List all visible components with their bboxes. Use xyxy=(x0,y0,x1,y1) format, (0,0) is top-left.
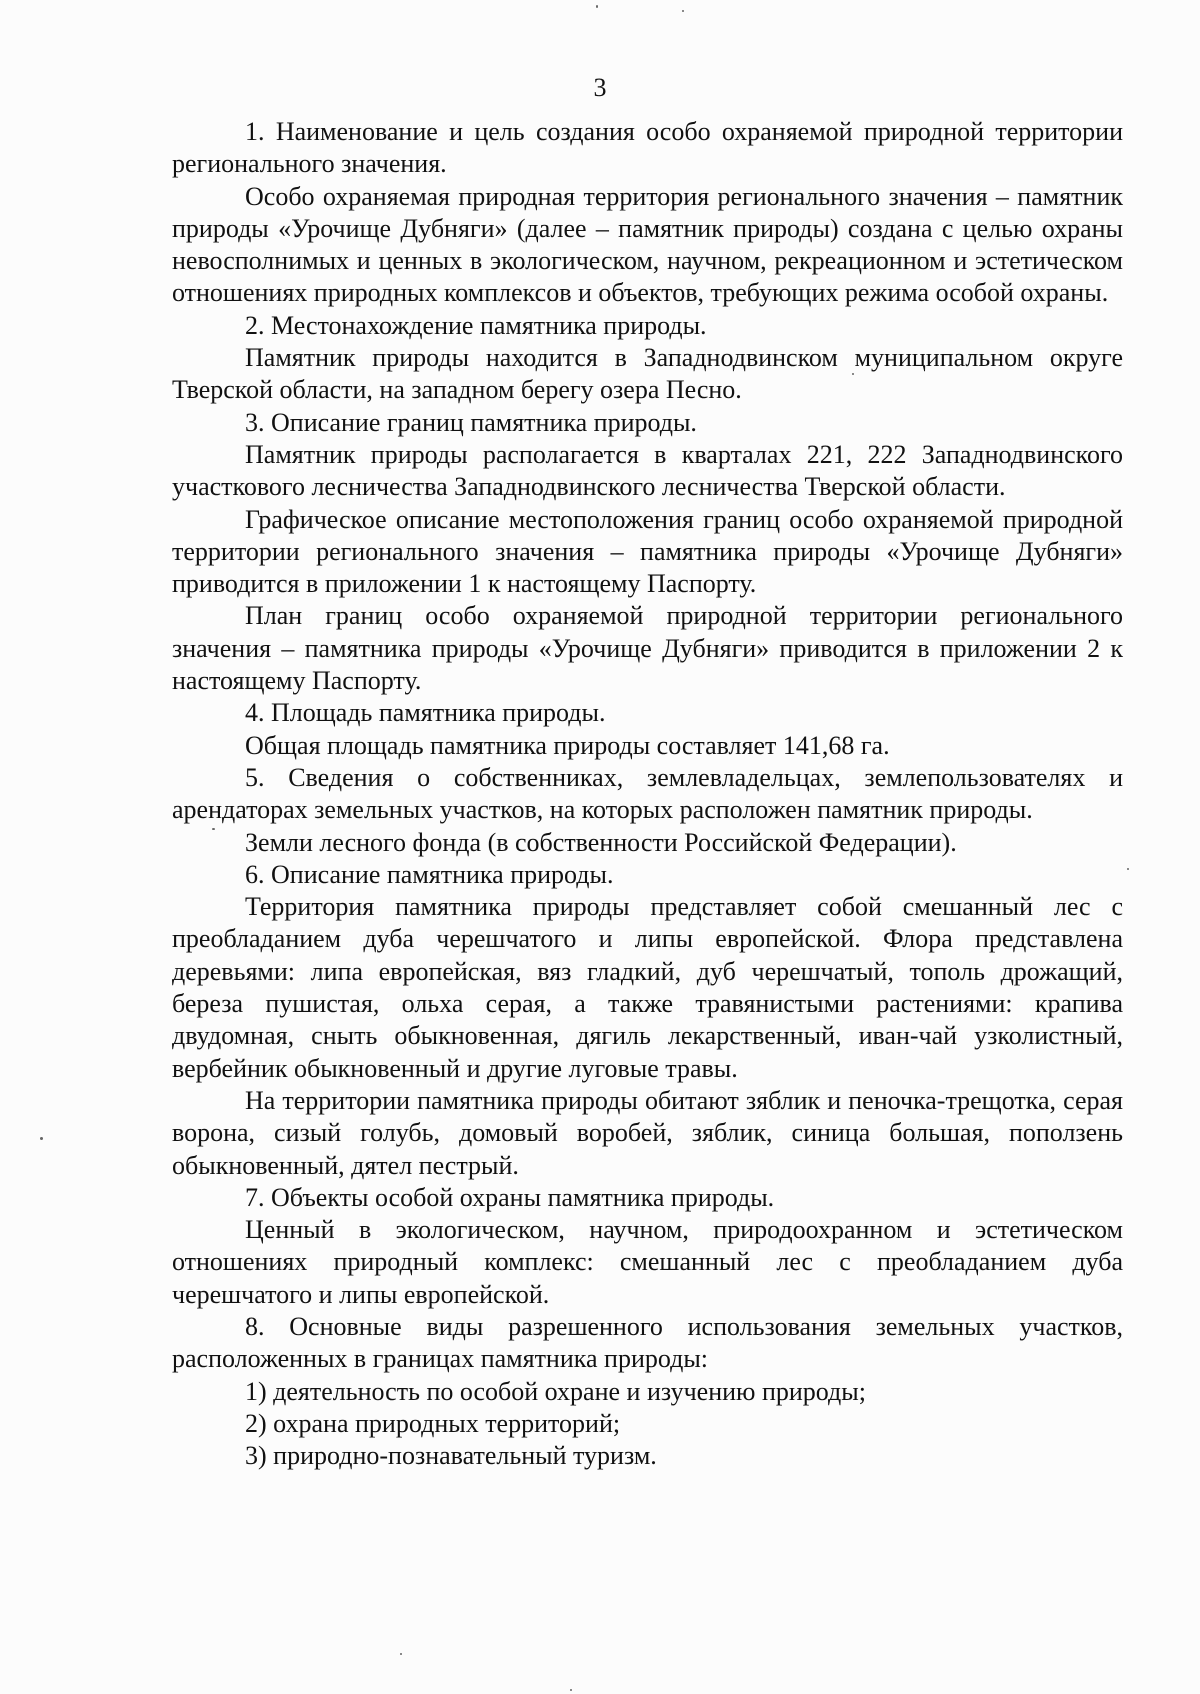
paragraph: План границ особо охраняемой природной территории регионального значения – памятника природы «Урочище Дубняги» приводится в приложении 2 к настоящему Паспорту. xyxy=(172,601,1123,696)
section-heading-3: 3. Описание границ памятника природы. xyxy=(245,407,697,437)
section-heading-2: 2. Местонахождение памятника природы. xyxy=(245,310,707,340)
paragraph: Земли лесного фонда (в собственности Российской Федерации). xyxy=(245,827,957,857)
paragraph: Графическое описание местоположения границ особо охраняемой природной территории регионального значения – памятника природы «Урочище Дубняги» приводится в приложении 1 к настоящему Паспорту. xyxy=(172,504,1123,599)
paragraph: Территория памятника природы представляет собой смешанный лес с преобладанием дуба черешчатого и липы европейской. Флора представлена деревьями: липа европейская, вяз гладкий, дуб черешчатый, тополь дрожащий, береза пушистая, ольха серая, а также травянистыми растениями: крапива двудомная, сныть обыкновенная, дягиль лекарственный, иван-чай узколистный, вербейник обыкновенный и другие луговые травы. xyxy=(172,892,1123,1083)
scan-speck xyxy=(852,373,854,375)
paragraph: Памятник природы находится в Западнодвинском муниципальном округе Тверской области, на западном берегу озера Песно. xyxy=(172,343,1123,405)
scan-speck xyxy=(1127,868,1129,870)
paragraph: Ценный в экологическом, научном, природоохранном и эстетическом отношениях природный комплекс: смешанный лес с преобладанием дуба черешчатого и липы европейской. xyxy=(172,1215,1123,1309)
section-heading-4: 4. Площадь памятника природы. xyxy=(245,698,606,728)
paragraph: Общая площадь памятника природы составляет 141,68 га. xyxy=(245,730,890,760)
paragraph: На территории памятника природы обитают зяблик и пеночка-трещотка, серая ворона, сизый голубь, домовый воробей, зяблик, синица большая, поползень обыкновенный, дятел пестрый. xyxy=(172,1085,1123,1180)
paragraph: Памятник природы располагается в кварталах 221, 222 Западнодвинского участкового лесничества Западнодвинского лесничества Тверской области. xyxy=(172,439,1123,502)
document-body xyxy=(172,116,1123,1472)
page-number: 3 xyxy=(593,73,607,102)
section-heading-1: 1. Наименование и цель создания особо охраняемой природной территории регионального значения. xyxy=(172,117,1123,179)
scan-speck xyxy=(212,828,215,830)
scan-speck xyxy=(596,5,598,8)
list-item: 3) природно-познавательный туризм. xyxy=(245,1441,657,1471)
section-heading-6: 6. Описание памятника природы. xyxy=(245,859,614,889)
scan-speck xyxy=(682,10,684,12)
paragraph: Особо охраняемая природная территория регионального значения – памятник природы «Урочище Дубняги» (далее – памятник природы) создана с целью охраны невосполнимых и ценных в экологическом, научном, рекреационном и эстетическом отношениях природных комплексов и объектов, требующих режима особой охраны. xyxy=(172,181,1123,308)
scan-speck xyxy=(40,1137,43,1140)
scan-speck xyxy=(570,1689,572,1691)
section-heading-7: 7. Объекты особой охраны памятника природы. xyxy=(245,1182,775,1212)
list-item: 2) охрана природных территорий; xyxy=(245,1408,621,1438)
section-heading-8: 8. Основные виды разрешенного использования земельных участков, расположенных в границах памятника природы: xyxy=(172,1311,1123,1374)
scan-speck xyxy=(400,1653,402,1655)
list-item: 1) деятельность по особой охране и изучению природы; xyxy=(245,1376,866,1406)
section-heading-5: 5. Сведения о собственниках, землевладельцах, землепользователях и арендаторах земельных участков, на которых расположен памятник природы. xyxy=(172,762,1123,825)
